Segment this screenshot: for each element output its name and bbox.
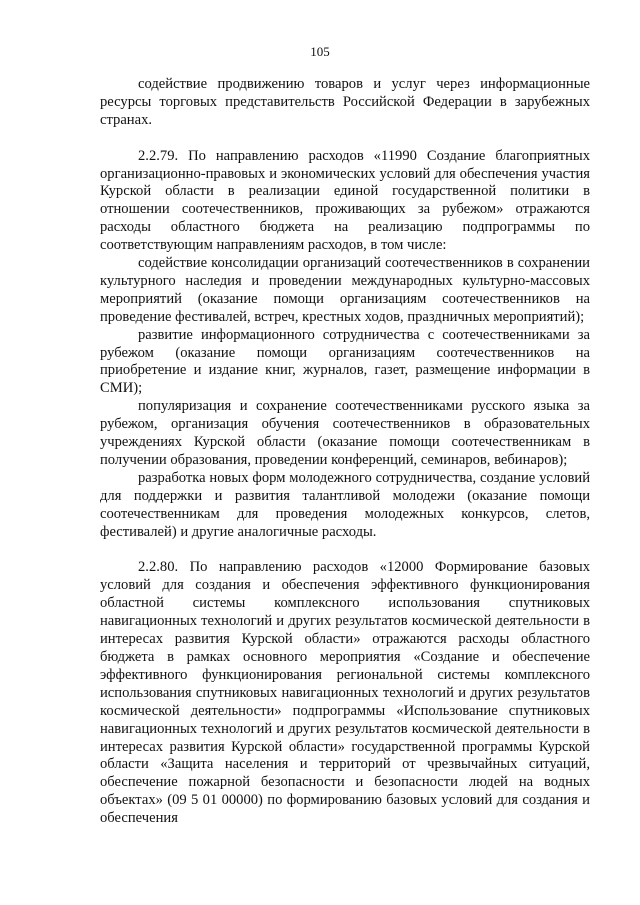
list-item-information-cooperation: развитие информационного сотрудничества с соотечественниками за рубежом (оказание помощи организациям соотечественников на приобретение и издание книг, журналов, газет, размещение информации в СМИ); <box>100 326 590 397</box>
list-item-cultural-heritage: содействие консолидации организаций соотечественников в сохранении культурного наследия и проведении международных культурно-массовых мероприятий (оказание помощи организациям соотечественников на проведение фестивалей, встреч, крестных ходов, праздничных мероприятий); <box>100 255 590 325</box>
list-item-russian-language: популяризация и сохранение соотечественниками русского языка за рубежом, организация обучения соотечественников в образовательных учреждениях Курской области (оказание помощи соотечественникам в получении образования, проведении конференций, семинаров, вебинаров); <box>100 398 590 469</box>
page-number: 105 <box>310 44 330 59</box>
paragraph-2-2-80: 2.2.80. По направлению расходов «12000 Формирование базовых условий для создания и обеспечения эффективного функционирования областной системы комплексного использования спутниковых навигационных технологий и других результатов космической деятельности в интересах развития Курской области» отражаются расходы областного бюджета в рамках основного мероприятия «Создание и обеспечение эффективного функционирования региональной системы комплексного использования спутниковых навигационных технологий и других результатов космической деятельности» подпрограммы «Использование спутниковых навигационных технологий и других результатов космической деятельности в интересах развития Курской области» государственной программы Курской области «Защита населения и территорий от чрезвычайных ситуаций, обеспечение пожарной безопасности и безопасности людей на водных объектах» (09 5 01 00000) по формированию базовых условий для создания и обеспечения <box>100 559 590 827</box>
document-body <box>100 76 590 828</box>
paragraph-spacer <box>100 130 590 148</box>
list-item-youth-cooperation: разработка новых форм молодежного сотрудничества, создание условий для поддержки и развития талантливой молодежи (оказание помощи соотечественникам для проведения молодежных конкурсов, слетов, фестивалей) и другие аналогичные расходы. <box>100 469 590 540</box>
paragraph-spacer <box>100 542 590 560</box>
paragraph-trade-missions-continuation: содействие продвижению товаров и услуг через информационные ресурсы торговых представительств Российской Федерации в зарубежных странах. <box>100 76 590 128</box>
paragraph-2-2-79: 2.2.79. По направлению расходов «11990 Создание благоприятных организационно-правовых и экономических условий для обеспечения участия Курской области в реализации единой государственной политики в отношении соотечественников, проживающих за рубежом» отражаются расходы областного бюджета на реализацию подпрограммы по соответствующим направлениям расходов, в том числе: <box>100 147 590 254</box>
